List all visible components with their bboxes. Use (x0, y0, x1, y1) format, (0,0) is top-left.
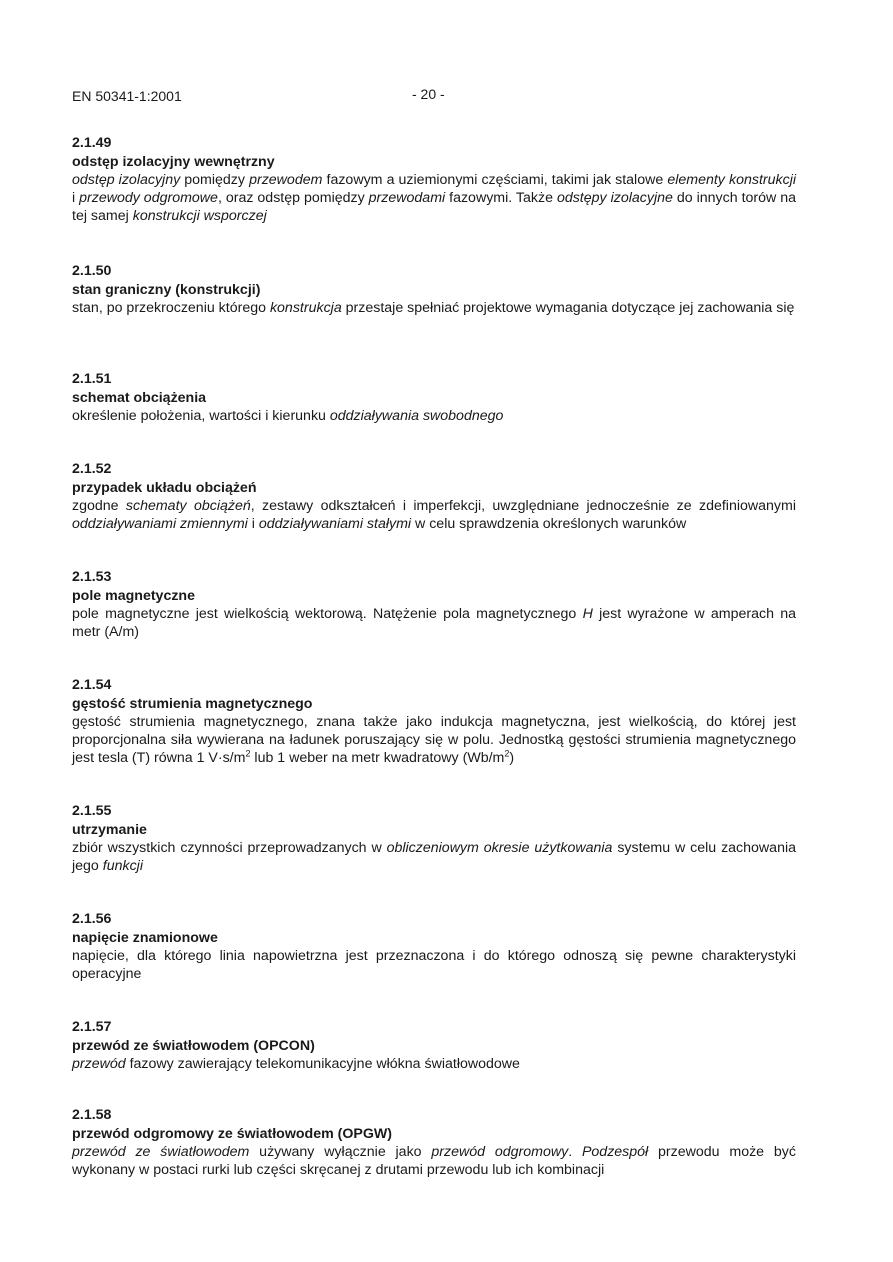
entry-definition: odstęp izolacyjny pomiędzy przewodem fazowym a uziemionymi częściami, takimi jak stalowe elementy konstrukcji i przewody odgromowe, oraz odstęp pomiędzy przewodami fazowymi. Także odstępy izolacyjne do innych torów na tej samej konstrukcji wsporczej (72, 172, 797, 224)
standard-number: EN 50341-1:2001 (72, 88, 182, 104)
entry-number: 2.1.52 (72, 461, 112, 477)
entry-number: 2.1.56 (72, 911, 112, 927)
entry-term: odstęp izolacyjny wewnętrzny (72, 154, 275, 170)
entry-definition: określenie położenia, wartości i kierunku oddziaływania swobodnego (72, 408, 504, 424)
entry-number: 2.1.54 (72, 677, 112, 693)
entry-definition: zgodne schematy obciążeń, zestawy odkształceń i imperfekcji, uwzględniane jednocześnie ze zdefiniowanymi oddziaływaniami zmiennymi i oddziaływaniami stałymi w celu sprawdzenia określonych warunków (72, 498, 796, 532)
entry-number: 2.1.58 (72, 1107, 112, 1123)
entry-term: pole magnetyczne (72, 588, 195, 604)
entry-definition: zbiór wszystkich czynności przeprowadzanych w obliczeniowym okresie użytkowania systemu w celu zachowania jego funkcji (72, 840, 796, 874)
entry-definition: gęstość strumienia magnetycznego, znana także jako indukcja magnetyczna, jest wielkością, do której jest proporcjonalna siła wywierana na ładunek poruszający się w polu. Jednostką gęstości strumienia magnetycznego jest tesla (T) równa 1 $V\cdot s/m^2$ lub 1 weber na metr kwadratowy $(Wb/m^2)$ (72, 714, 796, 766)
definition-entry (72, 676, 796, 767)
entry-term: utrzymanie (72, 822, 147, 838)
entry-number: 2.1.50 (72, 263, 112, 279)
entry-definition: przewód fazowy zawierający telekomunikacyjne włókna światłowodowe (72, 1056, 520, 1072)
entry-definition: stan, po przekroczeniu którego konstrukcja przestaje spełniać projektowe wymagania dotyczące jej zachowania się (72, 300, 795, 316)
entry-term: gęstość strumienia magnetycznego (72, 696, 313, 712)
page-number: - 20 - (412, 86, 445, 102)
definition-entry (72, 910, 796, 983)
entry-term: przewód odgromowy ze światłowodem (OPGW) (72, 1126, 393, 1142)
definition-entry (72, 568, 796, 641)
entry-term: przypadek układu obciążeń (72, 480, 257, 496)
definition-entry (72, 802, 796, 875)
definition-entry (72, 1018, 796, 1073)
page-header (72, 88, 812, 108)
entry-definition: przewód ze światłowodem używany wyłącznie jako przewód odgromowy. Podzespół przewodu może być wykonany w postaci rurki lub części skręcanej z drutami przewodu lub ich kombinacji (72, 1144, 796, 1178)
entry-term: stan graniczny (konstrukcji) (72, 282, 261, 298)
entry-definition: pole magnetyczne jest wielkością wektorową. Natężenie pola magnetycznego H jest wyrażone w amperach na metr (A/m) (72, 606, 796, 640)
entry-number: 2.1.53 (72, 569, 112, 585)
definition-entry (72, 262, 796, 317)
entry-number: 2.1.51 (72, 371, 112, 387)
definition-entry (72, 460, 796, 533)
entry-term: schemat obciążenia (72, 390, 207, 406)
entry-number: 2.1.49 (72, 135, 112, 151)
entry-number: 2.1.57 (72, 1019, 112, 1035)
definition-entry (72, 370, 796, 425)
entry-term: przewód ze światłowodem (OPCON) (72, 1038, 315, 1054)
entry-definition: napięcie, dla którego linia napowietrzna jest przeznaczona i do którego odnoszą się pewne charakterystyki operacyjne (72, 948, 796, 982)
entry-number: 2.1.55 (72, 803, 112, 819)
definition-entry (72, 1106, 796, 1179)
definition-entry (72, 134, 796, 225)
entry-term: napięcie znamionowe (72, 930, 218, 946)
